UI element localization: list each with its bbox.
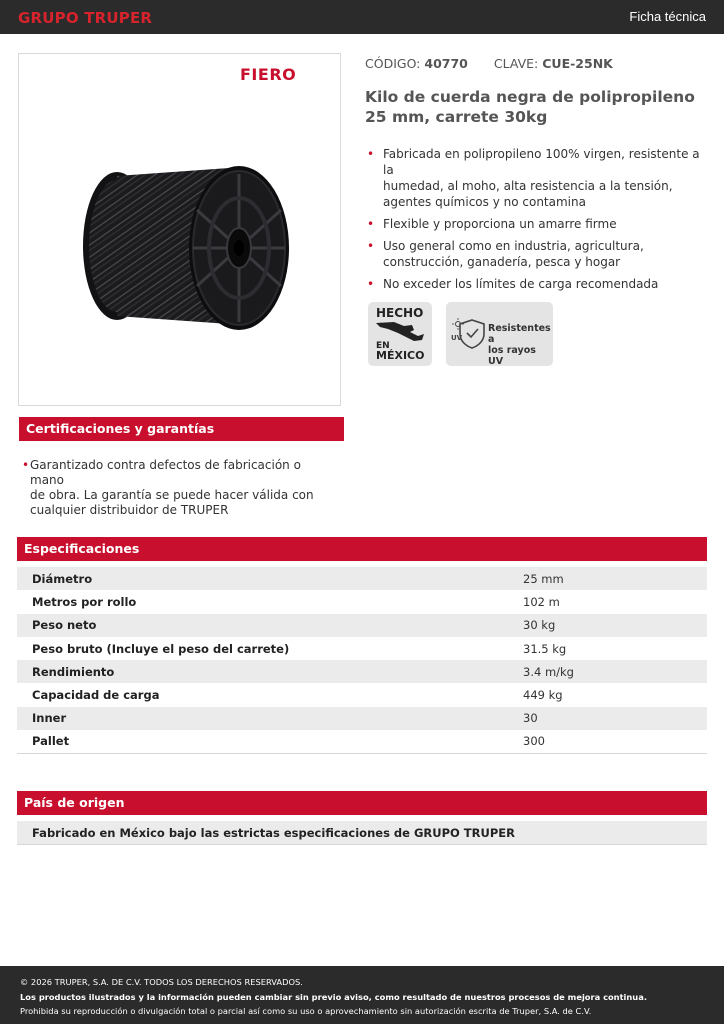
spec-value: 30 kg <box>523 614 707 637</box>
table-row <box>17 614 707 637</box>
product-image-frame <box>18 53 341 406</box>
table-row <box>17 590 707 613</box>
top-header-bar <box>0 0 724 34</box>
product-title <box>365 87 705 127</box>
codigo-label: CÓDIGO: <box>365 56 421 71</box>
feature-list <box>365 146 710 298</box>
origin-text: Fabricado en México bajo las estrictas especificaciones de GRUPO TRUPER <box>17 821 707 845</box>
spec-value: 300 <box>523 730 707 753</box>
spec-key: Pallet <box>17 730 523 753</box>
table-row <box>17 707 707 730</box>
specifications-table <box>17 567 707 754</box>
bullet-icon: • <box>367 147 375 161</box>
feature-item: • No exceder los límites de carga recomendada <box>367 277 659 291</box>
spec-value: 31.5 kg <box>523 641 567 656</box>
feature-item: • Flexible y proporciona un amarre firme <box>367 217 617 231</box>
spec-key: Peso bruto (Incluye el peso del carrete) <box>32 641 290 656</box>
table-row <box>17 660 707 683</box>
spec-key: Metros por rollo <box>32 594 137 609</box>
document-type-label: Ficha técnica <box>629 9 706 24</box>
clave-label: CLAVE: <box>493 56 539 71</box>
spec-key: Diámetro <box>17 567 523 590</box>
pais-de-origen-header: País de origen <box>17 791 707 815</box>
spec-value: 3.4 m/kg <box>523 660 707 683</box>
table-row <box>17 567 707 590</box>
spec-key: Capacidad de carga <box>32 688 160 703</box>
bullet-icon: • <box>22 458 30 472</box>
spec-value: 449 kg <box>523 688 563 703</box>
fiero-brand-logo: FIERO <box>240 65 297 84</box>
bullet-icon: • <box>367 239 375 253</box>
clave-value: CUE-25NK <box>542 56 613 71</box>
footer <box>0 966 724 1024</box>
table-row <box>17 683 707 706</box>
warranty-text: • Garantizado contra defectos de fabricación o mano de obra. La garantía se puede hacer válida con cualquier distribuidor de TRUPER <box>22 458 314 517</box>
spec-value: 25 mm <box>523 567 707 590</box>
certificaciones-header: Certificaciones y garantías <box>19 417 344 441</box>
rope-spool-image <box>79 154 299 339</box>
disclaimer-text: Los productos ilustrados y la información pueden cambiar sin previo aviso, como resultado de nuestros procesos de mejora continua. <box>20 991 647 1002</box>
hecho-en-mexico-badge: HECHO EN MÉXICO <box>368 302 432 366</box>
especificaciones-header: Especificaciones <box>17 537 707 561</box>
spec-value: 30 <box>523 707 707 730</box>
spec-value: 102 m <box>523 594 560 609</box>
mexico-map-icon <box>374 320 426 342</box>
feature-item: • Fabricada en polipropileno 100% virgen, resistente a la humedad, al moho, alta resistencia a la tensión, agentes químicos y no contamina <box>367 147 700 209</box>
feature-item: • Uso general como en industria, agricultura, construcción, ganadería, pesca y hogar <box>367 239 644 269</box>
legal-text: Prohibida su reproducción o divulgación total o parcial así como su uso o aprovechamiento sin autorización escrita de Truper, S.A. de C.V. <box>20 1006 592 1016</box>
product-title-line: Kilo de cuerda negra de polipropileno <box>365 88 695 106</box>
table-row <box>17 730 707 753</box>
resistente-uv-badge <box>446 302 553 366</box>
spec-key: Inner <box>17 707 523 730</box>
product-title-line: 25 mm, carrete 30kg <box>365 108 548 126</box>
table-row <box>17 637 707 660</box>
uv-badge-text: Resistentes a los rayos UV <box>488 323 551 367</box>
codigo-value: 40770 <box>424 56 468 71</box>
spec-key: Rendimiento <box>17 660 523 683</box>
uv-small-label: UV <box>451 334 463 342</box>
bullet-icon: • <box>367 217 375 231</box>
copyright-text: © 2026 TRUPER, S.A. DE C.V. TODOS LOS DERECHOS RESERVADOS. <box>20 977 303 987</box>
brand-logo[interactable]: GRUPO TRUPER <box>18 9 153 27</box>
spec-key: Peso neto <box>17 614 523 637</box>
product-codes <box>365 56 613 71</box>
bullet-icon: • <box>367 277 375 291</box>
